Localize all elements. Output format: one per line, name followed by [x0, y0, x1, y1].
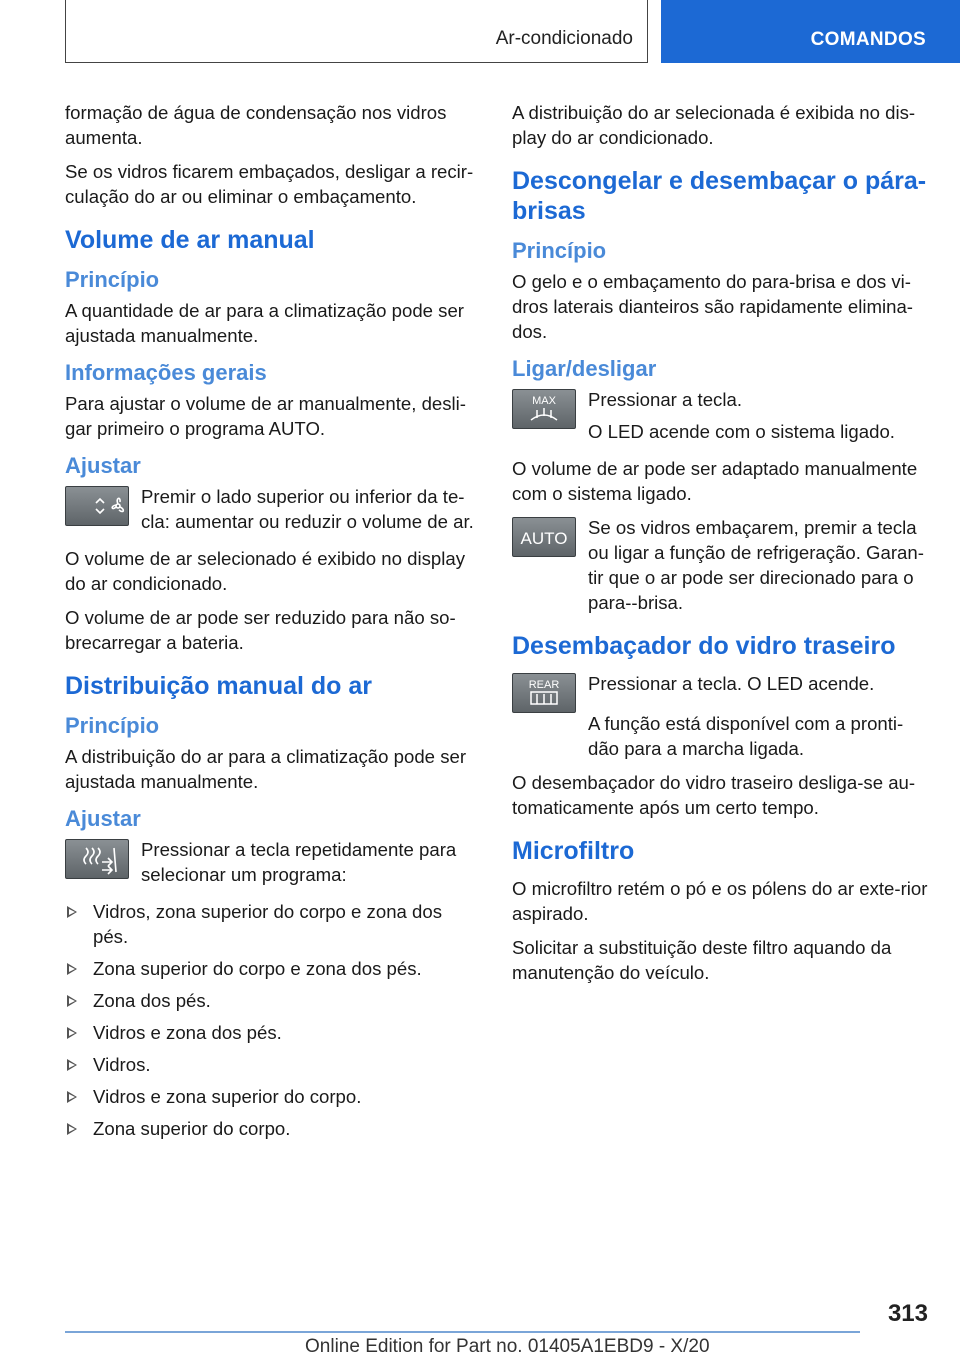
- triangle-bullet-icon: [67, 995, 77, 1007]
- rear-label: REAR: [528, 679, 560, 691]
- section-title-distribution: Distribuição manual do ar: [65, 672, 373, 700]
- auto-button-icon: [512, 517, 576, 557]
- paragraph: Para ajustar o volume de ar manualmente, desli-gar primeiro o programa AUTO.: [65, 393, 467, 439]
- paragraph: O gelo e o embaçamento do para-brisa e dos vi-dros laterais dianteiros são rapidamente elimina-dos.: [512, 271, 914, 342]
- icon-description: Premir o lado superior ou inferior da te-cla: aumentar ou reduzir o volume de ar.: [141, 486, 474, 532]
- header-chapter-title: COMANDOS: [810, 29, 926, 50]
- subsection-title: Princípio: [65, 267, 160, 292]
- subsection-title: Princípio: [65, 713, 160, 738]
- paragraph: A distribuição do ar para a climatização pode ser ajustada manualmente.: [65, 746, 467, 792]
- subsection-title: Ajustar: [65, 806, 141, 831]
- max-defrost-button-icon: [512, 389, 576, 429]
- icon-row: [512, 387, 930, 444]
- icon-row: [65, 484, 477, 534]
- section-title-defrost: Descongelar e desembaçar o pára-brisas: [512, 167, 927, 225]
- subsection-title: Princípio: [512, 238, 607, 263]
- triangle-bullet-icon: [67, 906, 77, 918]
- paragraph: Se os vidros ficarem embaçados, desligar a recir-culação do ar ou eliminar o embaçamento.: [65, 161, 474, 207]
- icon-description: Se os vidros embaçarem, premir a tecla ou ligar a função de refrigeração. Garan-tir que o ar pode ser direcionado para o para--brisa.: [588, 517, 924, 613]
- list-item: Vidros e zona dos pés.: [65, 1020, 477, 1045]
- paragraph: O desembaçador do vidro traseiro desliga-se au-tomaticamente após um certo tempo.: [512, 772, 916, 818]
- paragraph: A distribuição do ar selecionada é exibida no dis-play do ar condicionado.: [512, 102, 916, 148]
- paragraph: A quantidade de ar para a climatização pode ser ajustada manualmente.: [65, 300, 464, 346]
- max-label: MAX: [532, 395, 556, 407]
- rear-defrost-button-icon: [512, 673, 576, 713]
- section-title-rear-defroster: Desembaçador do vidro traseiro: [512, 632, 896, 660]
- footer-edition: Online Edition for Part no. 01405A1EBD9 - X/20: [305, 1336, 710, 1357]
- icon-description: Pressionar a tecla.: [588, 389, 742, 410]
- paragraph: O volume de ar selecionado é exibido no display do ar condicionado.: [65, 548, 466, 594]
- icon-description: A função está disponível com a pronti-dão para a marcha ligada.: [588, 713, 904, 759]
- subsection-title: Informações gerais: [65, 360, 267, 385]
- icon-row: [65, 837, 477, 887]
- section-title-volume: Volume de ar manual: [65, 226, 315, 254]
- subsection-title: Ajustar: [65, 453, 141, 478]
- icon-description: Pressionar a tecla repetidamente para selecionar um programa:: [141, 839, 457, 885]
- footer-divider: [65, 1331, 860, 1333]
- right-column: [512, 100, 930, 994]
- icon-row: [512, 515, 930, 615]
- triangle-bullet-icon: [67, 1027, 77, 1039]
- list-item: Vidros.: [65, 1052, 477, 1077]
- list-item: Vidros, zona superior do corpo e zona dos pés.: [65, 899, 477, 949]
- header-section-title: Ar-condicionado: [495, 28, 633, 49]
- auto-label: AUTO: [520, 529, 568, 548]
- triangle-bullet-icon: [67, 963, 77, 975]
- list-item: Vidros e zona superior do corpo.: [65, 1084, 477, 1109]
- triangle-bullet-icon: [67, 1123, 77, 1135]
- fan-button-icon: [65, 486, 129, 526]
- left-column: [65, 100, 477, 1148]
- icon-row: [512, 671, 930, 721]
- paragraph: O volume de ar pode ser adaptado manualmente com o sistema ligado.: [512, 458, 918, 504]
- subsection-title: Ligar/desligar: [512, 356, 657, 381]
- paragraph: Solicitar a substituição deste filtro aquando da manutenção do veículo.: [512, 937, 892, 983]
- section-title-microfilter: Microfiltro: [512, 837, 635, 865]
- triangle-bullet-icon: [67, 1059, 77, 1071]
- list-item: Zona superior do corpo.: [65, 1116, 477, 1141]
- header-section-tab: [65, 0, 648, 63]
- triangle-bullet-icon: [67, 1091, 77, 1103]
- list-item: Zona dos pés.: [65, 988, 477, 1013]
- icon-description: O LED acende com o sistema ligado.: [588, 421, 895, 442]
- program-list: [65, 899, 477, 1141]
- list-item: Zona superior do corpo e zona dos pés.: [65, 956, 477, 981]
- paragraph: formação de água de condensação nos vidros aumenta.: [65, 102, 447, 148]
- paragraph: O volume de ar pode ser reduzido para não so-brecarregar a bateria.: [65, 607, 456, 653]
- air-distribution-button-icon: [65, 839, 129, 879]
- header-chapter-tab: [661, 0, 960, 63]
- icon-description: Pressionar a tecla. O LED acende.: [588, 673, 875, 694]
- paragraph: O microfiltro retém o pó e os pólens do ar exte-rior aspirado.: [512, 878, 928, 924]
- page-number: 313: [887, 1300, 928, 1327]
